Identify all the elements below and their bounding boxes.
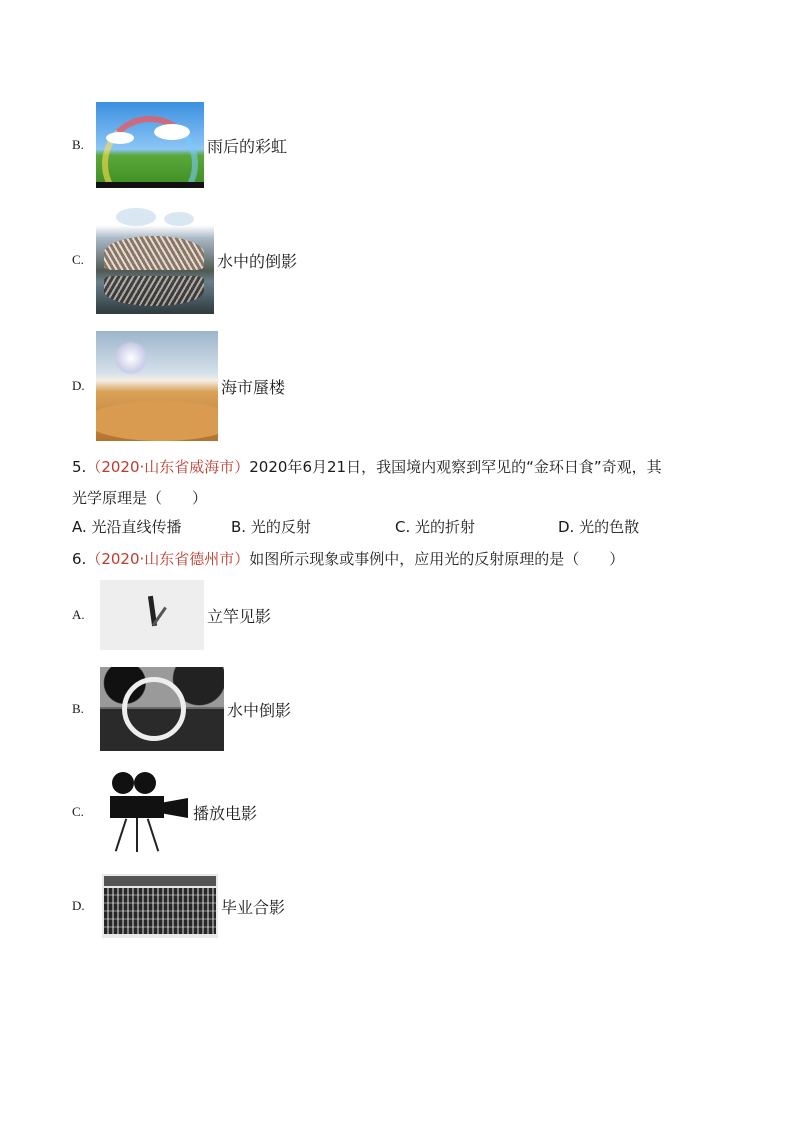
option-letter: C. [72,252,84,267]
q6-stem [72,548,624,569]
question-number: 6. [72,550,87,568]
question-number: 5. [72,458,87,476]
option-caption: 毕业合影 [221,897,286,917]
q5-choice-d: D. 光的色散 [558,518,640,536]
option-caption: 海市蜃楼 [221,377,286,397]
option-letter: D. [72,898,85,913]
q5-choice-a: A. 光沿直线传播 [72,518,182,536]
desert-mirage-photo [96,331,218,441]
q6-option-c [72,770,257,854]
question-source: （2020·山东省德州市） [86,550,250,568]
option-caption: 播放电影 [193,803,258,823]
option-caption: 水中的倒影 [217,251,298,271]
birds-nest-reflection-photo [96,206,214,314]
q6-option-a [72,580,271,650]
pole-shadow-photo [100,580,204,650]
q5-stem-line1 [72,456,662,477]
q5-choice-c: C. 光的折射 [395,518,476,536]
q4-option-d [72,331,285,441]
question-text: 2020年6月21日，我国境内观察到罕见的“金环日食”奇观，其 [249,458,662,476]
option-letter: D. [72,378,85,393]
q4-option-c [72,206,297,314]
option-caption: 立竿见影 [207,606,272,626]
option-letter: C. [72,804,84,819]
question-source: （2020·山东省威海市） [86,458,250,476]
q4-option-b [72,102,287,188]
question-text: 如图所示现象或事例中，应用光的反射原理的是（ ） [249,550,625,568]
group-photo [102,874,218,938]
option-letter: A. [72,607,85,622]
q6-option-d [72,874,285,938]
option-caption: 水中倒影 [227,700,292,720]
q5-stem-line2: 光学原理是（ ） [72,489,208,507]
rainbow-photo [96,102,204,188]
option-letter: B. [72,701,84,716]
q5-choice-b: B. 光的反射 [231,518,311,536]
q6-option-b [72,667,291,751]
option-letter: B. [72,137,84,152]
bridge-reflection-photo [100,667,224,751]
film-projector-icon [98,770,190,854]
option-caption: 雨后的彩虹 [207,136,288,156]
